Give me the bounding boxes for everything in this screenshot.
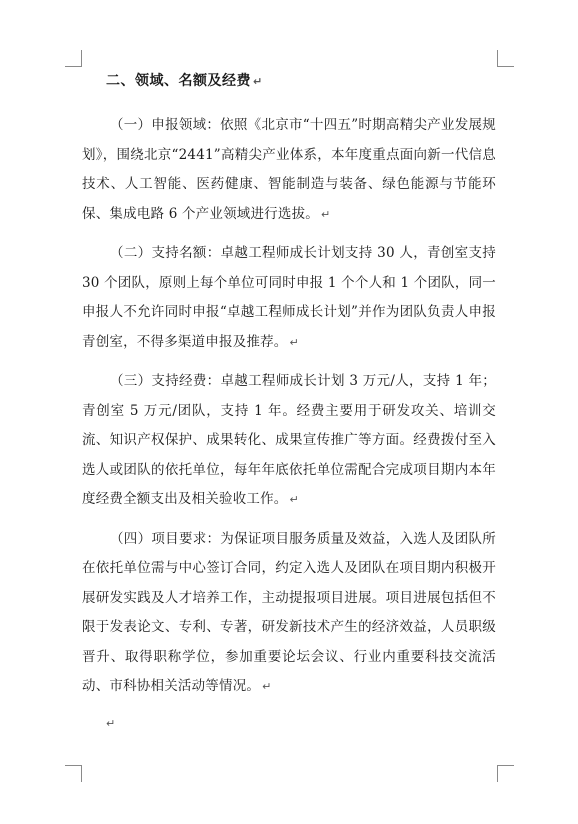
- paragraph-mark-icon: ↵: [253, 75, 263, 88]
- section-heading: [106, 68, 496, 95]
- paragraph-text: （三）支持经费：卓越工程师成长计划 3 万元/人，支持 1 年；青创室 5 万元/团队，支持 1 年。经费主要用于研发攻关、培训交流、知识产权保护、成果转化、成果宣传推广等方面。经费拨付至入选人或团队的依托单位，每年年底依托单位需配合完成项目期内本年度经费全额支出及相关验收工作。: [82, 373, 496, 507]
- paragraph-project-requirements: [82, 525, 496, 702]
- crop-mark-top-right: [497, 50, 514, 67]
- paragraph-mark-icon: ↵: [289, 493, 299, 506]
- section-heading-text: 二、领域、名额及经费: [106, 73, 251, 89]
- document-body[interactable]: [82, 68, 496, 736]
- paragraph-support-quota: [82, 239, 496, 357]
- paragraph-text: （一）申报领域：依照《北京市“十四五”时期高精尖产业发展规划》，围绕北京“2441”高精尖产业体系，本年度重点面向新一代信息技术、人工智能、医药健康、智能制造与装备、绿色能源与节能环保、集成电路 6 个产业领域进行选拔。: [82, 117, 496, 222]
- paragraph-mark-icon: ↵: [262, 680, 272, 693]
- paragraph-application-field: [82, 111, 496, 229]
- paragraph-text: （二）支持名额：卓越工程师成长计划支持 30 人，青创室支持 30 个团队，原则上每个单位可同时申报 1 个个人和 1 个团队，同一申报人不允许同时申报“卓越工程师成长计划”并作为团队负责人申报青创室，不得多渠道申报及推荐。: [82, 245, 496, 350]
- paragraph-text: （四）项目要求：为保证项目服务质量及效益，入选人及团队所在依托单位需与中心签订合同，约定入选人及团队在项目期内积极开展研发实践及人才培养工作，主动提报项目进展。项目进展包括但不限于发表论文、专利、专著，研发新技术产生的经济效益，人员职级晋升、取得职称学位，参加重要论坛会议、行业内重要科技交流活动、市科协相关活动等情况。: [82, 530, 496, 694]
- paragraph-mark-icon: ↵: [106, 716, 116, 730]
- crop-mark-bottom-left: [65, 765, 82, 782]
- crop-mark-bottom-right: [497, 765, 514, 782]
- crop-mark-top-left: [65, 50, 82, 67]
- empty-paragraph: [82, 712, 496, 736]
- paragraph-mark-icon: ↵: [320, 207, 331, 221]
- paragraph-mark-icon: ↵: [289, 335, 299, 349]
- paragraph-support-funding: [82, 367, 496, 515]
